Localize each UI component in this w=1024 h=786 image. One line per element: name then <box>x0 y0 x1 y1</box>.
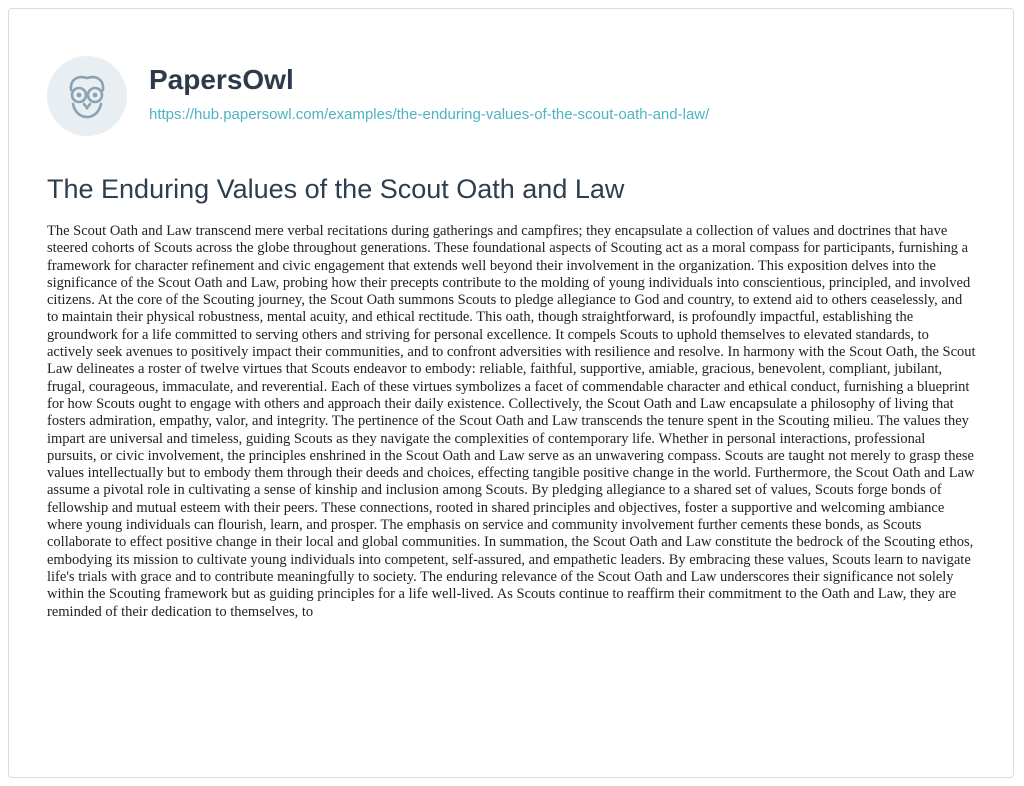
source-url-link[interactable]: https://hub.papersowl.com/examples/the-enduring-values-of-the-scout-oath-and-law/ <box>149 105 710 123</box>
essay-title: The Enduring Values of the Scout Oath and Law <box>47 174 625 204</box>
essay-body: The Scout Oath and Law transcend mere verbal recitations during gatherings and campfires; they encapsulate a collection of values and doctrines that have steered cohorts of Scouts across the globe throughout generations. These foundational aspects of Scouting act as a moral compass for participants, furnishing a framework for character refinement and civic engagement that extends well beyond their involvement in the organization. This exposition delves into the significance of the Scout Oath and Law, probing how their precepts contribute to the molding of young individuals into conscientious, principled, and involved citizens. At the core of the Scouting journey, the Scout Oath summons Scouts to pledge allegiance to God and country, to extend aid to others ceaselessly, and to maintain their physical robustness, mental acuity, and ethical rectitude. This oath, though straightforward, is profoundly impactful, establishing the groundwork for a life committed to serving others and striving for personal excellence. It compels Scouts to uphold themselves to elevated standards, to actively seek avenues to positively impact their communities, and to confront adversities with resilience and resolve. In harmony with the Scout Oath, the Scout Law delineates a roster of twelve virtues that Scouts endeavor to embody: reliable, faithful, supportive, amiable, gracious, benevolent, compliant, jubilant, frugal, courageous, immaculate, and reverential. Each of these virtues symbolizes a facet of commendable character and ethical conduct, furnishing a blueprint for how Scouts ought to engage with others and approach their daily existence. Collectively, the Scout Oath and Law encapsulate a philosophy of living that fosters admiration, empathy, valor, and integrity. The pertinence of the Scout Oath and Law transcends the tenure spent in the Scouting milieu. The values they impart are universal and timeless, guiding Scouts as they navigate the complexities of contemporary life. Whether in personal interactions, professional pursuits, or civic involvement, the principles enshrined in the Scout Oath and Law serve as an unwavering compass. Scouts are taught not merely to grasp these values intellectually but to embody them through their deeds and choices, effecting tangible positive change in the world. Furthermore, the Scout Oath and Law assume a pivotal role in cultivating a sense of kinship and inclusion among Scouts. By pledging allegiance to a shared set of values, Scouts forge bonds of fellowship and mutual esteem with their peers. These connections, rooted in shared principles and objectives, foster a supportive and welcoming ambiance where young individuals can flourish, learn, and prosper. The emphasis on service and community involvement further cements these bonds, as Scouts collaborate to effect positive change in their local and global communities. In summation, the Scout Oath and Law constitute the bedrock of the Scouting ethos, embodying its mission to cultivate young individuals into competent, self-assured, and empathetic leaders. By embracing these values, Scouts learn to navigate life's trials with grace and to contribute meaningfully to society. The enduring relevance of the Scout Oath and Law underscores their significance not solely within the Scouting framework but as guiding principles for a life well-lived. As Scouts continue to reaffirm their commitment to the Oath and Law, they are reminded of their dedication to themselves, to <box>47 223 976 620</box>
owl-logo-graphic <box>59 68 115 124</box>
brand-block <box>149 63 710 123</box>
brand-name[interactable]: PapersOwl <box>149 63 294 95</box>
owl-icon[interactable] <box>47 56 127 136</box>
site-header <box>47 56 709 136</box>
